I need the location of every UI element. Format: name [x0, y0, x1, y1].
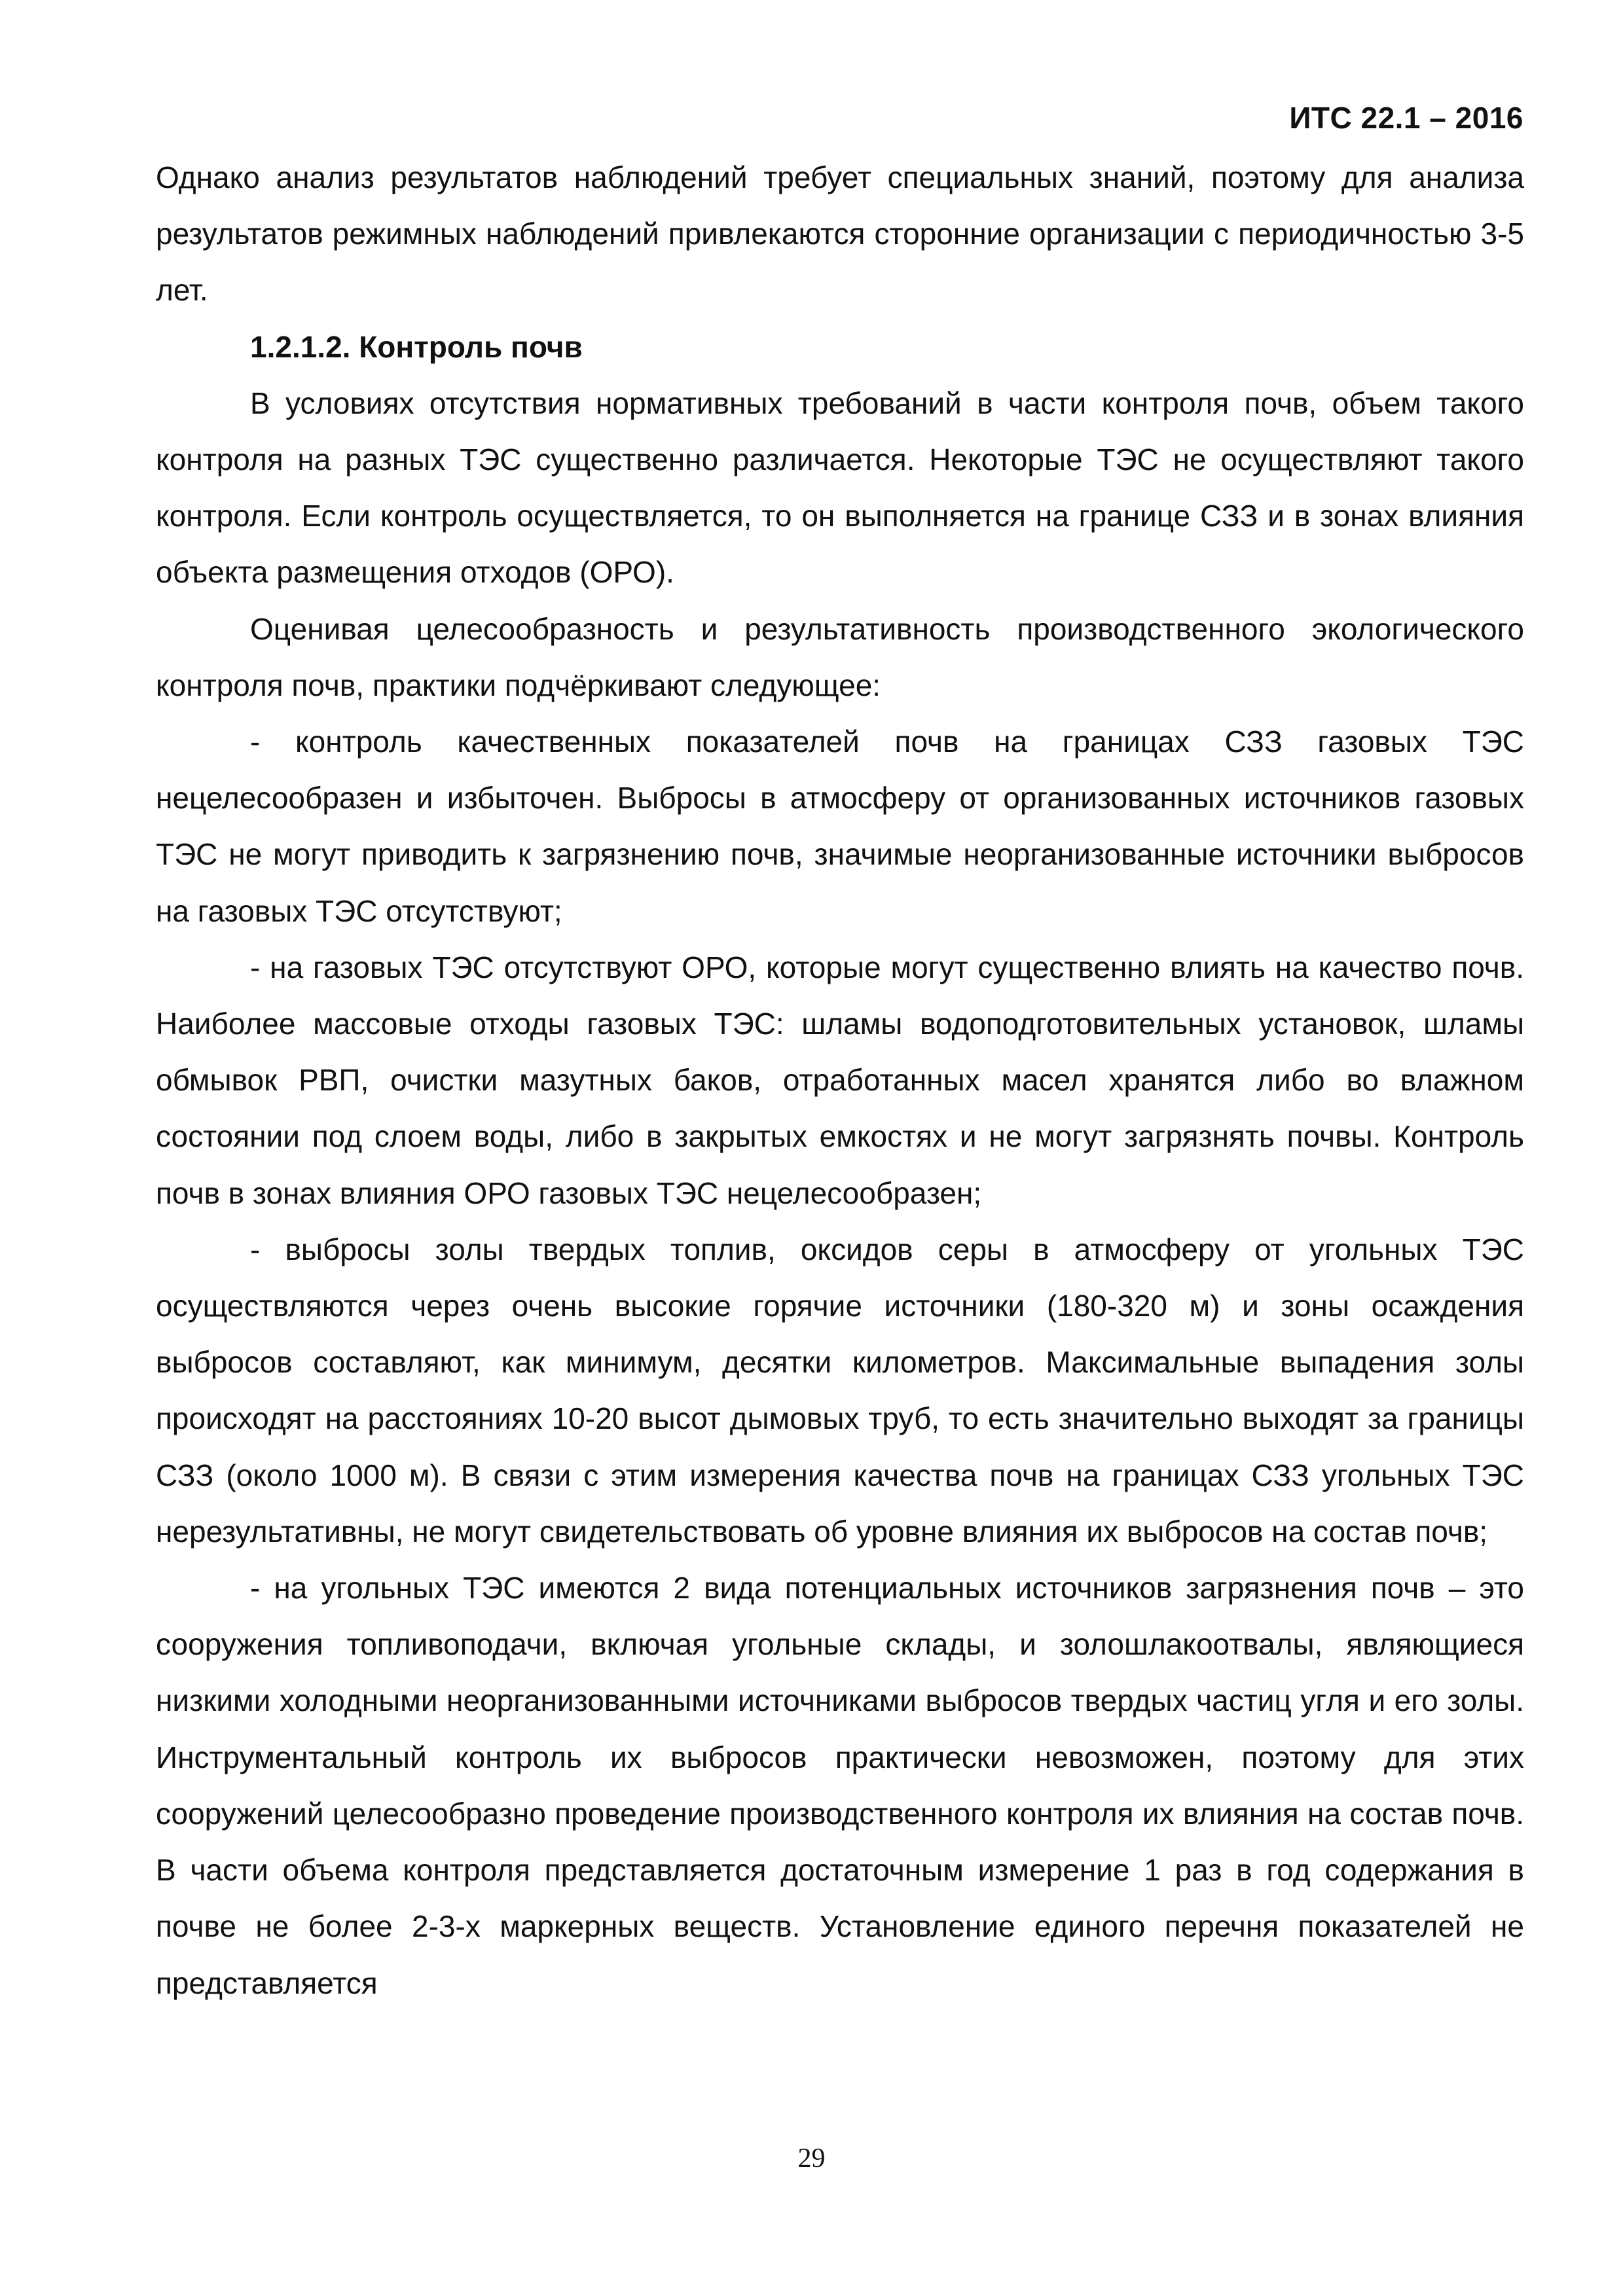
paragraph-soil-control: В условиях отсутствия нормативных требований в части контроля почв, объем такого контроля на разных ТЭС существенно различается. Некоторые ТЭС не осуществляют такого контроля. Если контроль осуществляется, то он выполняется на границе СЗЗ и в зонах влияния объекта размещения отходов (ОРО).: [156, 386, 1524, 590]
document-code-header: ИТС 22.1 – 2016: [1289, 101, 1523, 135]
section-heading: 1.2.1.2. Контроль почв: [250, 329, 583, 364]
list-item-gas-tes-oro: - на газовых ТЭС отсутствуют ОРО, которые могут существенно влиять на качество почв. Наиболее массовые отходы газовых ТЭС: шламы водоподготовительных установок, шламы обмывок РВП, очистки мазутных баков, отработанных масел хранятся либо во влажном состоянии под слоем воды, либо в закрытых емкостях и не могут загрязнять почвы. Контроль почв в зонах влияния ОРО газовых ТЭС нецелесообразен;: [156, 950, 1524, 1210]
list-item-coal-tes-sources: - на угольных ТЭС имеются 2 вида потенциальных источников загрязнения почв – это сооружения топливоподачи, включая угольные склады, и золошлакоотвалы, являющиеся низкими холодными неорганизованными источниками выбросов твердых частиц угля и его золы. Инструментальный контроль их выбросов практически невозможен, поэтому для этих сооружений целесообразно проведение производственного контроля их влияния на состав почв. В части объема контроля представляется достаточным измерение 1 раз в год содержания в почве не более 2-3-х маркерных веществ. Установление единого перечня показателей не представляется: [156, 1571, 1524, 2000]
list-item-gas-tes-szz: - контроль качественных показателей почв на границах СЗЗ газовых ТЭС нецелесообразен и избыточен. Выбросы в атмосферу от организованных источников газовых ТЭС не могут приводить к загрязнению почв, значимые неорганизованные источники выбросов на газовых ТЭС отсутствуют;: [156, 725, 1524, 928]
paragraph-intro: Однако анализ результатов наблюдений требует специальных знаний, поэтому для анализа результатов режимных наблюдений привлекаются сторонние организации с периодичностью 3-5 лет.: [156, 160, 1524, 308]
page-body: [156, 149, 1524, 2011]
page-number: 29: [797, 2144, 826, 2174]
list-item-coal-tes-emissions: - выбросы золы твердых топлив, оксидов серы в атмосферу от угольных ТЭС осуществляются через очень высокие горячие источники (180-320 м) и зоны осаждения выбросов составляют, как минимум, десятки километров. Максимальные выпадения золы происходят на расстояниях 10-20 высот дымовых труб, то есть значительно выходят за границы СЗЗ (около 1000 м). В связи с этим измерения качества почв на границах СЗЗ угольных ТЭС нерезультативны, не могут свидетельствовать об уровне влияния их выбросов на состав почв;: [156, 1232, 1524, 1549]
paragraph-evaluation: Оценивая целесообразность и результативность производственного экологического контроля почв, практики подчёркивают следующее:: [156, 611, 1524, 702]
